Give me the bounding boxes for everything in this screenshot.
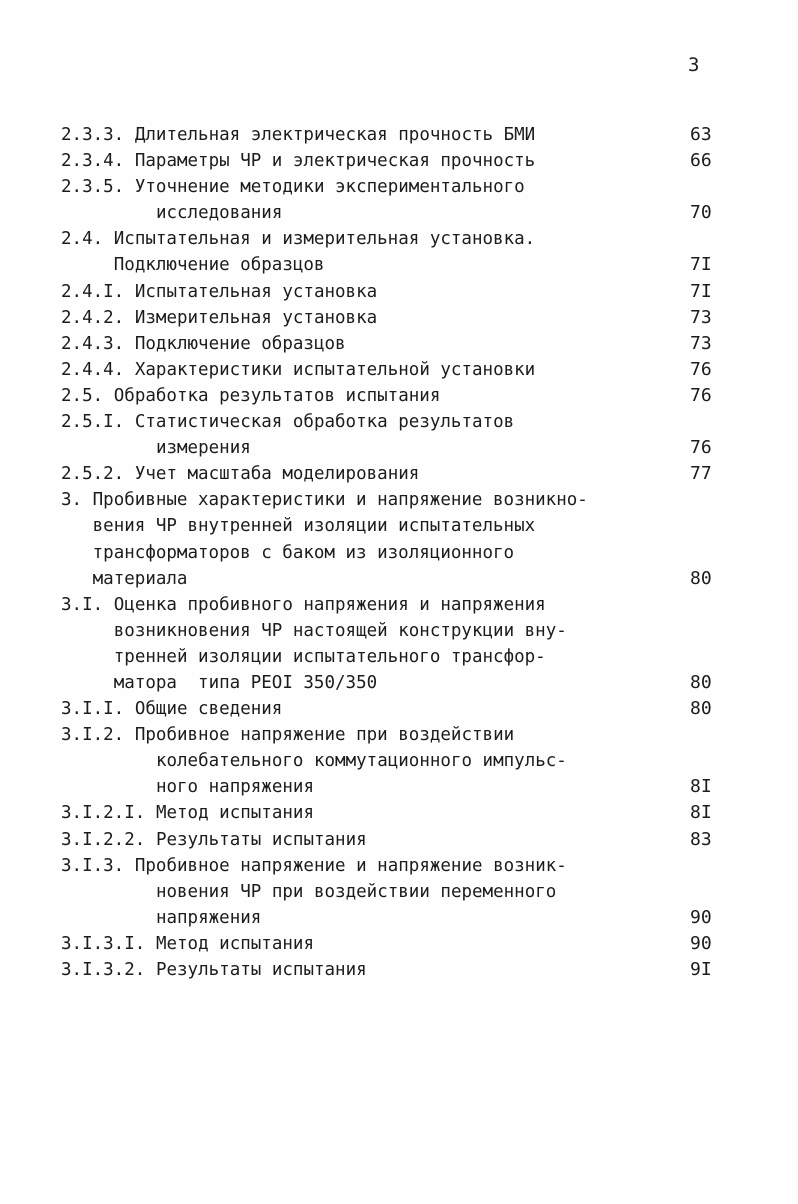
toc-line	[0, 748, 798, 774]
toc-line	[0, 670, 798, 696]
toc-entry-page: 8I	[690, 802, 712, 824]
toc-entry-number: 3.I.3.2.	[61, 960, 146, 980]
toc-entry-title: Уточнение методики экспериментального	[134, 177, 525, 198]
toc-entry-title: Подключение образцов	[134, 333, 346, 354]
toc-entry-number: 3.I.2.I.	[61, 803, 146, 824]
toc-entry-title: Пробивное напряжение при воздействии	[134, 725, 515, 746]
toc-entry-page: 7I	[690, 280, 712, 302]
toc-entry-page: 83	[690, 828, 712, 850]
toc-entry-number: 2.5.	[61, 385, 104, 406]
toc-entry-title: Обработка результатов испытания	[113, 385, 441, 406]
toc-entry-number: 2.3.3.	[61, 125, 125, 145]
toc-line	[0, 957, 798, 983]
toc-entry-number: 3.	[61, 490, 83, 511]
toc-entry-title: Характеристики испытательной установки	[134, 359, 536, 380]
toc-entry-page: 66	[690, 150, 712, 172]
toc-entry-title: измерения	[155, 438, 251, 459]
toc-line	[0, 618, 798, 644]
toc-entry-number: 2.4.3.	[61, 333, 125, 354]
toc-entry-page: 77	[690, 463, 712, 485]
toc-entry-title: Результаты испытания	[155, 960, 367, 980]
toc-line	[0, 487, 798, 513]
toc-entry-title: Испытательная установка	[134, 281, 378, 302]
toc-line	[0, 305, 798, 331]
toc-entry-page: 70	[690, 202, 712, 224]
toc-entry-title: Оценка пробивного напряжения и напряжения	[113, 594, 546, 615]
page-number: 3	[688, 54, 700, 76]
toc-line	[0, 122, 798, 148]
toc-line	[0, 592, 798, 618]
toc-entry-title: колебательного коммутационного импульс-	[155, 751, 567, 772]
toc-entry-page: 7I	[690, 254, 712, 276]
toc-entry-title: Пробивное напряжение и напряжение возник-	[134, 855, 567, 876]
toc-entry-title: исследования	[155, 203, 283, 224]
toc-line	[0, 513, 798, 539]
toc-entry-title: ного напряжения	[155, 777, 314, 798]
toc-entry-title: напряжения	[155, 907, 262, 928]
toc-entry-number: 3.I.3.	[61, 855, 125, 876]
toc-line	[0, 331, 798, 357]
toc-entry-page: 73	[690, 306, 712, 328]
toc-line	[0, 226, 798, 252]
toc-entry-number: 2.4.	[61, 229, 104, 250]
toc-entry-page: 73	[690, 332, 712, 354]
toc-entry-title: Измерительная установка	[134, 307, 378, 328]
toc-entry-number: 2.4.2.	[61, 307, 125, 328]
toc-entry-page: 80	[690, 698, 712, 720]
toc-line	[0, 931, 798, 957]
toc-line	[0, 905, 798, 931]
toc-entry-number: 3.I.	[61, 594, 104, 615]
toc-entry-page: 90	[690, 932, 712, 954]
toc-entry-title: Длительная электрическая прочность БМИ	[134, 125, 536, 145]
toc-entry-page: 63	[690, 124, 712, 145]
toc-entry-title: Подключение образцов	[113, 255, 325, 276]
toc-entry-title: материала	[92, 568, 188, 589]
toc-entry-page: 8I	[690, 776, 712, 798]
toc-entry-number: 3.I.I.	[61, 699, 125, 720]
toc-entry-number: 3.I.2.2.	[61, 829, 146, 850]
toc-entry-title: Статистическая обработка результатов	[134, 412, 515, 433]
toc-line	[0, 435, 798, 461]
toc-line	[0, 566, 798, 592]
toc-entry-page: 76	[690, 384, 712, 406]
toc-line	[0, 252, 798, 278]
toc-line	[0, 357, 798, 383]
toc-entry-page: 80	[690, 567, 712, 589]
toc-entry-title: Результаты испытания	[155, 829, 367, 850]
toc-entry-number: 2.3.4.	[61, 151, 125, 172]
table-of-contents	[0, 122, 798, 983]
toc-line	[0, 696, 798, 722]
toc-line	[0, 853, 798, 879]
toc-line	[0, 827, 798, 853]
toc-entry-title: Общие сведения	[134, 699, 283, 720]
toc-line	[0, 722, 798, 748]
toc-entry-number: 2.4.I.	[61, 281, 125, 302]
toc-entry-title: трансформаторов с баком из изоляционного	[92, 542, 515, 563]
toc-line	[0, 540, 798, 566]
toc-line	[0, 148, 798, 174]
toc-line	[0, 774, 798, 800]
toc-line	[0, 383, 798, 409]
toc-entry-number: 2.5.2.	[61, 464, 125, 485]
toc-line	[0, 174, 798, 200]
toc-entry-title: Метод испытания	[155, 933, 314, 954]
toc-entry-page: 76	[690, 358, 712, 380]
toc-entry-title: тренней изоляции испытательного трансфор-	[113, 646, 546, 667]
toc-entry-number: 2.5.I.	[61, 412, 125, 433]
toc-line	[0, 461, 798, 487]
toc-entry-title: возникновения ЧР настоящей конструкции вну-	[113, 620, 567, 641]
toc-entry-title: Учет масштаба моделирования	[134, 464, 420, 485]
toc-entry-title: новения ЧР при воздействии переменного	[155, 881, 557, 902]
toc-entry-title: Пробивные характеристики и напряжение возникно-	[92, 490, 588, 511]
toc-entry-number: 2.4.4.	[61, 359, 125, 380]
toc-entry-page: 80	[690, 671, 712, 693]
toc-entry-title: Параметры ЧР и электрическая прочность	[134, 151, 536, 172]
toc-line	[0, 409, 798, 435]
toc-line	[0, 644, 798, 670]
toc-line	[0, 879, 798, 905]
toc-entry-page: 76	[690, 437, 712, 459]
toc-entry-number: 3.I.2.	[61, 725, 125, 746]
toc-entry-title: Метод испытания	[155, 803, 314, 824]
toc-line	[0, 279, 798, 305]
toc-entry-number: 3.I.3.I.	[61, 933, 146, 954]
toc-entry-title: матора типа РЕОI 350/350	[113, 672, 378, 693]
toc-entry-number: 2.3.5.	[61, 177, 125, 198]
toc-line	[0, 200, 798, 226]
toc-entry-page: 90	[690, 906, 712, 928]
toc-entry-title: вения ЧР внутренней изоляции испытательных	[92, 516, 536, 537]
toc-entry-title: Испытательная и измерительная установка.	[113, 229, 536, 250]
toc-line	[0, 800, 798, 826]
toc-entry-page: 9I	[690, 959, 712, 980]
